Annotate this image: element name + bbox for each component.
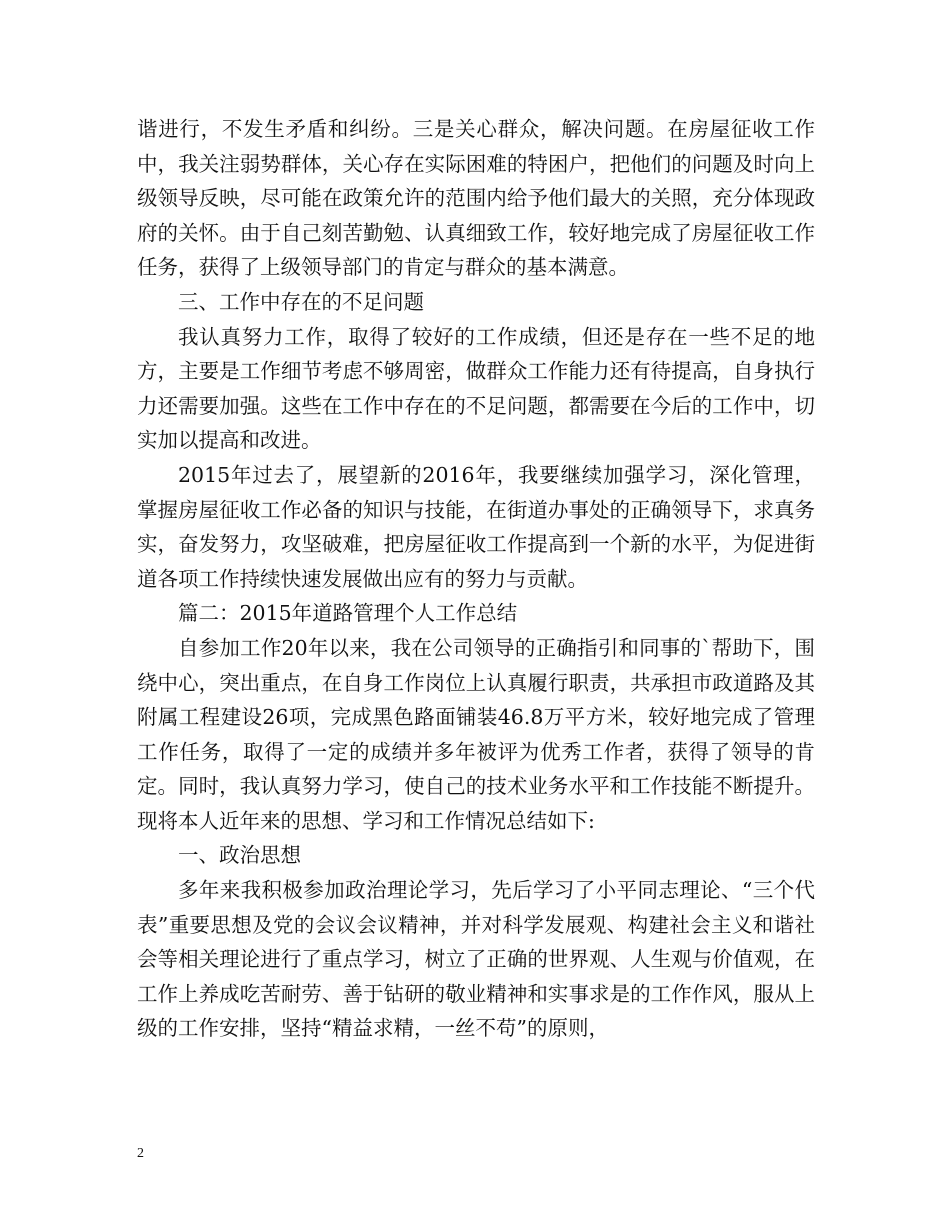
paragraph-introduction: 自参加工作20年以来，我在公司领导的正确指引和同事的`帮助下，围绕中心，突出重点，在自身工作岗位上认真履行职责，共承担市政道路及其附属工程建设26项，完成黑色路面铺装46.8万平方米，较好地完成了管理工作任务，取得了一定的成绩并多年被评为优秀工作者，获得了领导的肯定。同时，我认真努力学习，使自己的技术业务水平和工作技能不断提升。现将本人近年来的思想、学习和工作情况总结如下:	[137, 635, 815, 833]
paragraph-shortcomings: 我认真努力工作，取得了较好的工作成绩，但还是存在一些不足的地方，主要是工作细节考虑不够周密，做群众工作能力还有待提高，自身执行力还需要加强。这些在工作中存在的不足问题，都需要在今后的工作中，切实加以提高和改进。	[137, 324, 815, 453]
article-title-part-two: 篇二：2015年道路管理个人工作总结	[178, 601, 518, 626]
paragraph-politics: 多年来我积极参加政治理论学习，先后学习了小平同志理论、“三个代表”重要思想及党的会议会议精神，并对科学发展观、构建社会主义和谐社会等相关理论进行了重点学习，树立了正确的世界观、人生观与价值观，在工作上养成吃苦耐劳、善于钻研的敬业精神和实事求是的工作作风，服从上级的工作安排，坚持“精益求精，一丝不苟”的原则，	[137, 878, 815, 1041]
section-heading-politics: 一、政治思想	[178, 843, 301, 868]
paragraph-outlook: 2015年过去了，展望新的2016年，我要继续加强学习，深化管理，掌握房屋征收工作必备的知识与技能，在街道办事处的正确领导下，求真务实，奋发努力，攻坚破难，把房屋征收工作提高到一个新的水平，为促进街道各项工作持续快速发展做出应有的努力与贡献。	[137, 462, 815, 591]
paragraph-1: 谐进行，不发生矛盾和纠纷。三是关心群众，解决问题。在房屋征收工作中，我关注弱势群体，关心存在实际困难的特困户，把他们的问题及时向上级领导反映，尽可能在政策允许的范围内给予他们最大的关照，充分体现政府的关怀。由于自己刻苦勤勉、认真细致工作，较好地完成了房屋征收工作任务，获得了上级领导部门的肯定与群众的基本满意。	[137, 117, 815, 280]
section-heading-shortcomings: 三、工作中存在的不足问题	[178, 289, 424, 314]
document-body	[137, 112, 815, 1046]
page-number: 2	[137, 1146, 144, 1161]
